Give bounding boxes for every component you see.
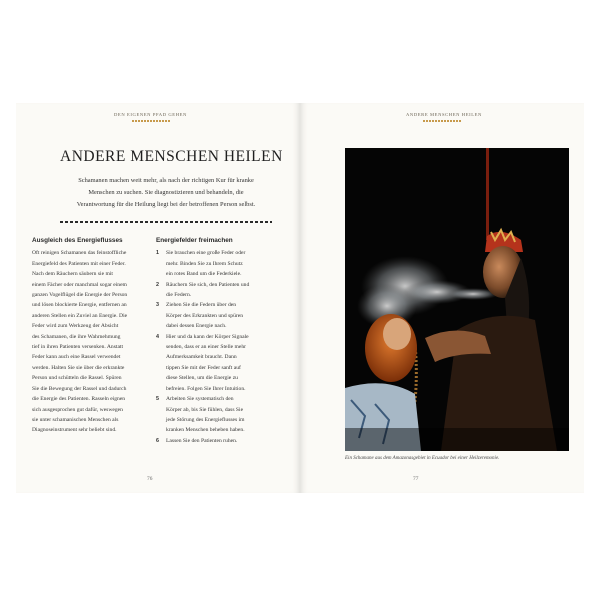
text-line: Räuchern Sie sich, den Patienten und: [166, 281, 250, 288]
shaman-photo: [345, 148, 569, 451]
step-number: 3: [156, 302, 159, 309]
dashed-divider: [60, 221, 272, 223]
text-line: senden, dass er an einer Stelle mehr: [166, 344, 246, 351]
text-line: Oft reinigen Schamanen das feinstoffliche: [32, 250, 127, 257]
step-item: [156, 280, 281, 301]
running-head-right: ANDERE MENSCHEN HEILEN: [406, 112, 482, 117]
chapter-title: ANDERE MENSCHEN HEILEN: [60, 148, 283, 165]
text-line: Nach dem Räuchern säubern sie mit: [32, 271, 113, 278]
text-line: befreien. Folgen Sie Ihrer Intuition.: [166, 385, 246, 392]
step-number: 4: [156, 333, 159, 340]
text-line: Körper ab, bis Sie fühlen, dass Sie: [166, 406, 244, 413]
step-item: [156, 436, 281, 446]
text-line: Hier und da kann der Körper Signale: [166, 333, 249, 340]
step-number: 5: [156, 396, 159, 403]
text-line: sie unter schamanischen Menschen als: [32, 416, 119, 423]
text-line: Lassen Sie den Patienten ruhen.: [166, 437, 238, 444]
text-line: werden. Halten Sie sie über die erkrankte: [32, 364, 125, 371]
text-line: Aufmerksamkeit braucht. Dann: [166, 354, 237, 361]
step-number: 2: [156, 281, 159, 288]
text-line: Feder kann auch eine Rassel verwendet: [32, 354, 121, 361]
book-spread: [16, 103, 584, 493]
intro-line: Menschen zu suchen. Sie diagnostizieren und behandeln, die: [88, 189, 244, 196]
intro-line: Verantwortung für die Heilung liegt bei der betroffenen Person selbst.: [76, 201, 256, 208]
photo-caption: Ein Schamane aus dem Amazonasgebiet in Ecuador bei einer Heilzeremonie.: [345, 456, 500, 461]
photo-illustration: [345, 148, 569, 451]
running-head-left: DEN EIGENEN PFAD GEHEN: [114, 112, 187, 117]
column-clear-energy-fields: [156, 236, 281, 446]
text-line: Diagnoseinstrument sehr beliebt sind.: [32, 427, 117, 434]
text-line: Person und schütteln die Rassel. Spüren: [32, 375, 122, 382]
step-item: [156, 248, 281, 279]
text-line: des Schamanen, die ihre Wahrnehmung: [32, 333, 121, 340]
text-line: kranken Menschen beheben haben.: [166, 427, 245, 434]
text-line: mehr. Binden Sie zu Ihrem Schutz: [166, 260, 243, 267]
text-line: diese Stellen, um die Energie zu: [166, 375, 238, 382]
text-line: einem Fächer oder manchmal sogar einem: [32, 281, 127, 288]
text-line: ein rotes Band um die Federkiele.: [166, 271, 242, 278]
intro-line: Schamanen machen weit mehr, als nach der richtigen Kur für kranke: [78, 177, 254, 184]
step-number: 6: [156, 437, 159, 444]
step-item: [156, 332, 281, 394]
section-heading: Ausgleich des Energieflusses: [32, 237, 123, 244]
intro-paragraph: [56, 175, 276, 211]
text-line: Energiefeld des Patienten mit einer Feder.: [32, 260, 126, 267]
page-number-right: 77: [413, 476, 419, 482]
text-line: Sie die Bewegung der Rassel und dadurch: [32, 385, 127, 392]
text-line: Arbeiten Sie systematisch den: [166, 396, 234, 403]
text-line: die Energie des Patienten. Rasseln eignen: [32, 396, 126, 403]
text-line: Körper des Erkrankten und spüren: [166, 312, 244, 319]
text-line: und lösen blockierte Energie, entfernen an: [32, 302, 127, 309]
column-energy-balance: [32, 236, 152, 436]
step-item: [156, 394, 281, 436]
step-number: 1: [156, 250, 159, 257]
ornament-left: [132, 120, 170, 122]
text-line: anderen Stellen ein Zuviel an Energie. Die: [32, 312, 128, 319]
step-item: [156, 300, 281, 331]
text-line: Sie brauchen eine große Feder oder: [166, 250, 246, 257]
text-line: Ziehen Sie die Federn über den: [166, 302, 237, 309]
text-line: ganzen Vogelflügel die Energie der Person: [32, 292, 128, 299]
left-page: [16, 103, 300, 493]
page-number-left: 76: [147, 476, 153, 482]
text-line: tippen Sie mit der Feder sanft auf: [166, 364, 241, 371]
text-line: die Federn.: [166, 292, 192, 299]
text-line: jede Störung des Energieflusses im: [166, 416, 245, 423]
ornament-right: [423, 120, 461, 122]
text-line: Feder wird zum Werkzeug der Absicht: [32, 323, 119, 330]
text-line: sich ausgesprochen gut dafür, weswegen: [32, 406, 123, 413]
text-line: dabei dessen Energie nach.: [166, 323, 227, 330]
text-line: tief in ihren Patienten versenken. Anstatt: [32, 344, 124, 351]
section-heading: Energiefelder freimachen: [156, 237, 233, 244]
right-page: [300, 103, 584, 493]
